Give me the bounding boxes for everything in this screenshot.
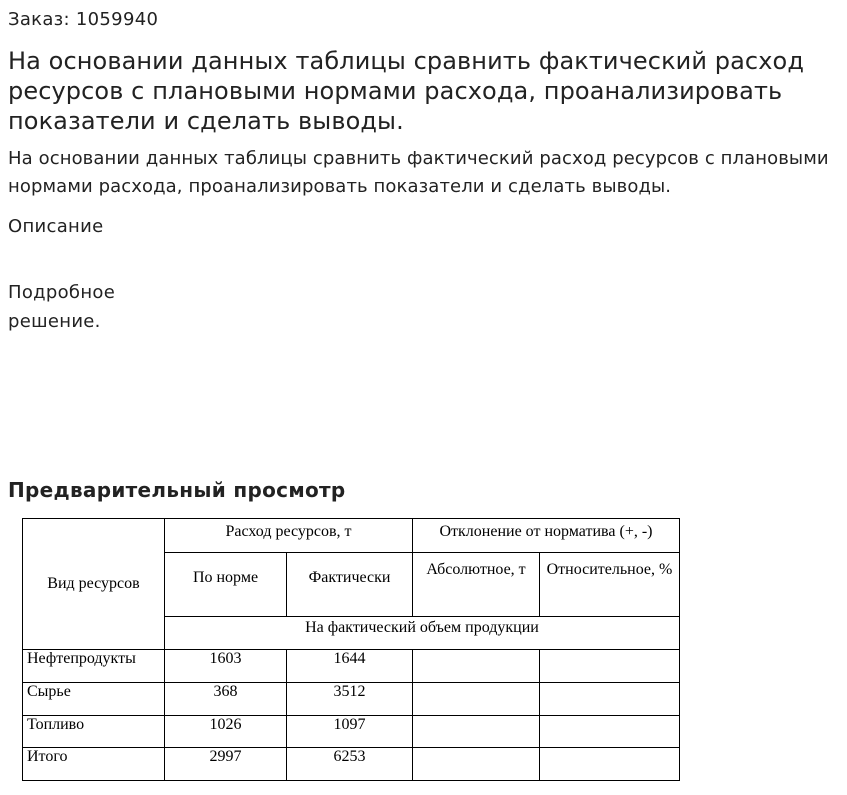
table-row: [23, 748, 680, 781]
cell-absolute: [413, 650, 540, 683]
cell-actual: 1644: [287, 650, 413, 683]
cell-norm: 368: [165, 683, 287, 716]
table-row: [23, 683, 680, 716]
cell-relative: [540, 748, 680, 781]
order-number: Заказ: 1059940: [8, 9, 159, 30]
cell-resource: Топливо: [23, 716, 165, 748]
header-deviation: Отклонение от норматива (+, -): [413, 519, 680, 553]
cell-absolute: [413, 716, 540, 748]
cell-relative: [540, 716, 680, 748]
header-relative: Относительное, %: [540, 553, 680, 617]
cell-actual: 1097: [287, 716, 413, 748]
cell-actual: 3512: [287, 683, 413, 716]
table-row: [23, 716, 680, 748]
cell-resource: Сырье: [23, 683, 165, 716]
cell-resource: Итого: [23, 748, 165, 781]
cell-norm: 2997: [165, 748, 287, 781]
header-actual: Фактически: [287, 553, 413, 617]
cell-actual: 6253: [287, 748, 413, 781]
header-absolute: Абсолютное, т: [413, 553, 540, 617]
cell-absolute: [413, 683, 540, 716]
description-label: Описание: [8, 216, 104, 237]
subheader-actual-volume: На фактический объем продукции: [165, 617, 680, 650]
preview-title: Предварительный просмотр: [8, 478, 346, 502]
cell-norm: 1026: [165, 716, 287, 748]
table-row: [23, 650, 680, 683]
resources-table: [22, 518, 680, 781]
cell-absolute: [413, 748, 540, 781]
cell-relative: [540, 683, 680, 716]
cell-relative: [540, 650, 680, 683]
header-resource-type: Вид ресурсов: [23, 519, 165, 650]
header-norm: По норме: [165, 553, 287, 617]
header-consumption: Расход ресурсов, т: [165, 519, 413, 553]
task-description: На основании данных таблицы сравнить фактический расход ресурсов с плановыми нормами расхода, проанализировать показатели и сделать выводы.: [8, 148, 829, 197]
cell-norm: 1603: [165, 650, 287, 683]
cell-resource: Нефтепродукты: [23, 650, 165, 683]
task-title: На основании данных таблицы сравнить фактический расход ресурсов с плановыми нормами расхода, проанализировать показатели и сделать выводы.: [8, 47, 805, 135]
detail-solution-label: Подробное решение.: [8, 282, 116, 332]
